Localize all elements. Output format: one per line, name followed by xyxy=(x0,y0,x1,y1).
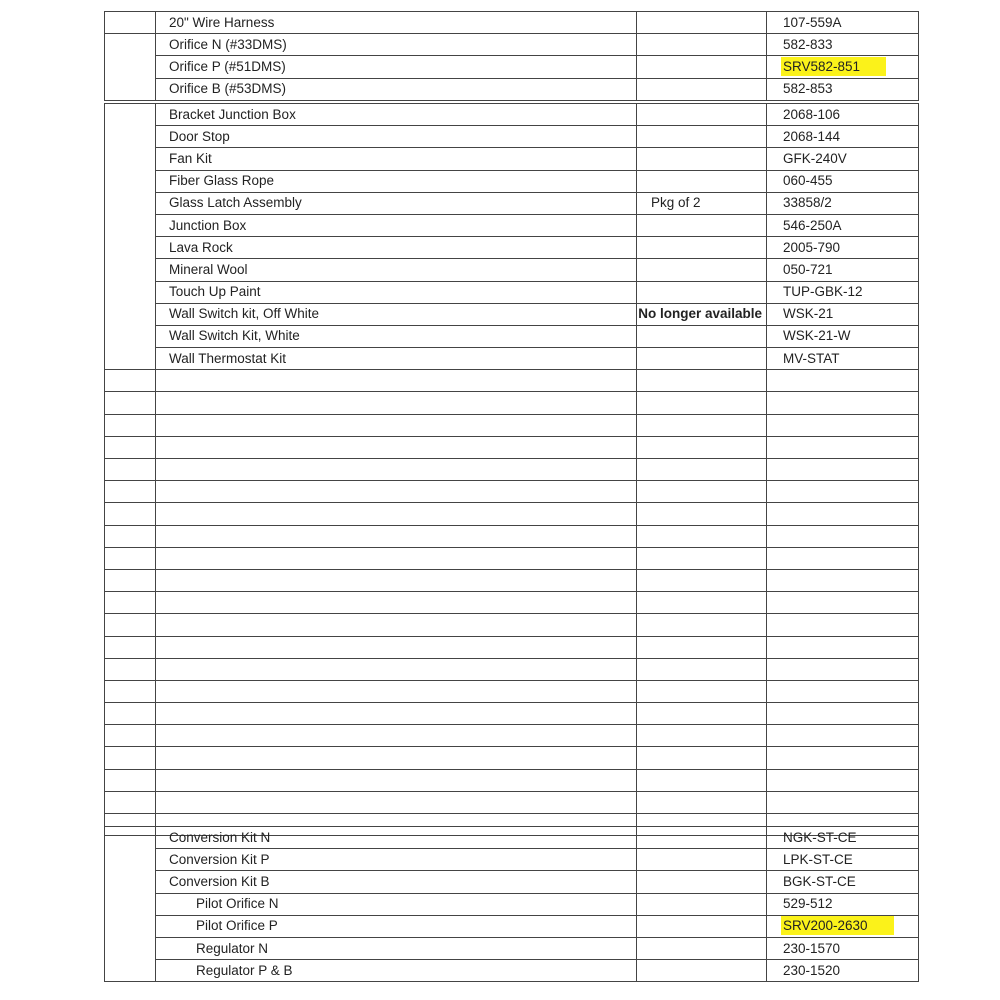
group-cell xyxy=(105,392,156,414)
table-row xyxy=(105,960,919,982)
empty-cell xyxy=(767,414,919,436)
empty-cell xyxy=(637,481,767,503)
group-cell xyxy=(105,658,156,680)
group-cell xyxy=(105,436,156,458)
empty-cell xyxy=(156,791,637,813)
part-number-cell: 582-853 xyxy=(767,78,919,100)
description-cell: Regulator P & B xyxy=(156,960,637,982)
highlighted-part-number: SRV582-851 xyxy=(781,57,886,76)
empty-row xyxy=(105,547,919,569)
group-cell xyxy=(105,192,156,214)
empty-cell xyxy=(156,503,637,525)
note-cell: Pkg of 2 xyxy=(637,192,767,214)
empty-cell xyxy=(767,547,919,569)
empty-cell xyxy=(637,747,767,769)
group-cell xyxy=(105,414,156,436)
empty-cell xyxy=(156,680,637,702)
group-cell xyxy=(105,680,156,702)
empty-cell xyxy=(767,725,919,747)
part-number-cell: NGK-ST-CE xyxy=(767,827,919,849)
group-cell xyxy=(105,614,156,636)
description-cell: Pilot Orifice N xyxy=(156,893,637,915)
group-cell xyxy=(105,259,156,281)
group-cell xyxy=(105,104,156,126)
empty-cell xyxy=(767,370,919,392)
orifice-group-table xyxy=(104,11,919,101)
empty-cell xyxy=(156,547,637,569)
group-cell xyxy=(105,525,156,547)
empty-row xyxy=(105,459,919,481)
description-cell: 20" Wire Harness xyxy=(156,12,637,34)
description-cell: Glass Latch Assembly xyxy=(156,192,637,214)
group-cell xyxy=(105,636,156,658)
note-cell xyxy=(637,126,767,148)
empty-row xyxy=(105,370,919,392)
part-number-cell: 529-512 xyxy=(767,893,919,915)
group-cell xyxy=(105,12,156,34)
empty-row xyxy=(105,703,919,725)
empty-cell xyxy=(767,592,919,614)
empty-cell xyxy=(767,481,919,503)
empty-cell xyxy=(767,658,919,680)
group-cell xyxy=(105,960,156,982)
empty-cell xyxy=(767,680,919,702)
table-row xyxy=(105,192,919,214)
group-cell xyxy=(105,303,156,325)
empty-cell xyxy=(156,725,637,747)
note-cell xyxy=(637,871,767,893)
empty-cell xyxy=(767,769,919,791)
group-cell xyxy=(105,871,156,893)
empty-row xyxy=(105,769,919,791)
group-cell xyxy=(105,791,156,813)
empty-cell xyxy=(156,370,637,392)
table-row xyxy=(105,148,919,170)
table-row xyxy=(105,849,919,871)
table-row xyxy=(105,126,919,148)
conversion-kit-table xyxy=(104,826,919,982)
group-cell xyxy=(105,915,156,937)
table-row xyxy=(105,170,919,192)
empty-cell xyxy=(767,791,919,813)
empty-row xyxy=(105,592,919,614)
empty-cell xyxy=(767,636,919,658)
group-cell xyxy=(105,459,156,481)
group-cell xyxy=(105,148,156,170)
empty-cell xyxy=(767,459,919,481)
part-number-cell-highlighted xyxy=(767,915,919,937)
group-cell xyxy=(105,281,156,303)
availability-note-cell: No longer available xyxy=(637,303,767,325)
note-cell xyxy=(637,12,767,34)
table-row xyxy=(105,325,919,347)
group-cell xyxy=(105,370,156,392)
description-cell: Wall Thermostat Kit xyxy=(156,348,637,370)
table-row xyxy=(105,78,919,100)
empty-cell xyxy=(637,392,767,414)
part-number-cell: 050-721 xyxy=(767,259,919,281)
empty-row xyxy=(105,614,919,636)
table-row xyxy=(105,303,919,325)
description-cell: Junction Box xyxy=(156,214,637,236)
empty-cell xyxy=(156,614,637,636)
note-cell xyxy=(637,348,767,370)
empty-cell xyxy=(767,614,919,636)
empty-cell xyxy=(767,503,919,525)
group-cell xyxy=(105,725,156,747)
empty-row xyxy=(105,680,919,702)
table-row xyxy=(105,56,919,78)
group-cell xyxy=(105,348,156,370)
group-cell xyxy=(105,503,156,525)
description-cell: Regulator N xyxy=(156,937,637,959)
empty-cell xyxy=(637,569,767,591)
group-cell xyxy=(105,569,156,591)
empty-cell xyxy=(637,703,767,725)
empty-row xyxy=(105,569,919,591)
empty-cell xyxy=(156,392,637,414)
empty-cell xyxy=(637,725,767,747)
description-cell: Conversion Kit B xyxy=(156,871,637,893)
group-cell xyxy=(105,747,156,769)
note-cell xyxy=(637,827,767,849)
empty-cell xyxy=(637,769,767,791)
empty-cell xyxy=(637,547,767,569)
empty-cell xyxy=(637,414,767,436)
table-row xyxy=(105,34,919,56)
note-cell xyxy=(637,259,767,281)
part-number-cell: 2068-106 xyxy=(767,104,919,126)
table-row xyxy=(105,915,919,937)
empty-cell xyxy=(156,525,637,547)
description-cell: Fan Kit xyxy=(156,148,637,170)
empty-row xyxy=(105,725,919,747)
group-cell xyxy=(105,827,156,849)
part-number-cell-highlighted xyxy=(767,56,919,78)
part-number-cell: LPK-ST-CE xyxy=(767,849,919,871)
empty-cell xyxy=(637,503,767,525)
note-cell xyxy=(637,960,767,982)
group-cell xyxy=(105,893,156,915)
group-cell xyxy=(105,937,156,959)
description-cell: Wall Switch kit, Off White xyxy=(156,303,637,325)
description-cell: Wall Switch Kit, White xyxy=(156,325,637,347)
note-cell xyxy=(637,214,767,236)
note-cell xyxy=(637,56,767,78)
part-number-cell: 546-250A xyxy=(767,214,919,236)
empty-cell xyxy=(767,747,919,769)
group-cell xyxy=(105,592,156,614)
part-number-cell: 2068-144 xyxy=(767,126,919,148)
empty-cell xyxy=(156,436,637,458)
empty-row xyxy=(105,791,919,813)
group-cell xyxy=(105,237,156,259)
empty-cell xyxy=(637,636,767,658)
description-cell: Touch Up Paint xyxy=(156,281,637,303)
empty-cell xyxy=(767,436,919,458)
note-cell xyxy=(637,915,767,937)
part-number-cell: 2005-790 xyxy=(767,237,919,259)
part-number-cell: MV-STAT xyxy=(767,348,919,370)
empty-row xyxy=(105,392,919,414)
empty-cell xyxy=(156,592,637,614)
table-row xyxy=(105,237,919,259)
group-cell xyxy=(105,481,156,503)
empty-cell xyxy=(637,459,767,481)
table-row xyxy=(105,893,919,915)
part-number-cell: WSK-21 xyxy=(767,303,919,325)
highlighted-part-number: SRV200-2630 xyxy=(781,916,894,935)
empty-cell xyxy=(637,436,767,458)
parts-list-table xyxy=(104,103,919,836)
group-cell xyxy=(105,34,156,56)
part-number-cell: 060-455 xyxy=(767,170,919,192)
description-cell: Lava Rock xyxy=(156,237,637,259)
empty-cell xyxy=(637,658,767,680)
description-cell: Orifice N (#33DMS) xyxy=(156,34,637,56)
part-number-cell: 107-559A xyxy=(767,12,919,34)
empty-cell xyxy=(156,569,637,591)
note-cell xyxy=(637,148,767,170)
description-cell: Bracket Junction Box xyxy=(156,104,637,126)
part-number-cell: 230-1570 xyxy=(767,937,919,959)
empty-cell xyxy=(767,703,919,725)
note-cell xyxy=(637,78,767,100)
part-number-cell: 230-1520 xyxy=(767,960,919,982)
group-cell xyxy=(105,703,156,725)
part-number-cell: 582-833 xyxy=(767,34,919,56)
note-cell xyxy=(637,104,767,126)
empty-cell xyxy=(637,525,767,547)
empty-cell xyxy=(156,769,637,791)
group-cell xyxy=(105,126,156,148)
group-cell xyxy=(105,849,156,871)
description-cell: Conversion Kit N xyxy=(156,827,637,849)
empty-cell xyxy=(637,370,767,392)
part-number-cell: 33858/2 xyxy=(767,192,919,214)
description-cell: Fiber Glass Rope xyxy=(156,170,637,192)
empty-cell xyxy=(767,569,919,591)
empty-cell xyxy=(156,414,637,436)
description-cell: Pilot Orifice P xyxy=(156,915,637,937)
description-cell: Conversion Kit P xyxy=(156,849,637,871)
part-number-cell: GFK-240V xyxy=(767,148,919,170)
empty-cell xyxy=(637,680,767,702)
group-cell xyxy=(105,547,156,569)
empty-cell xyxy=(637,592,767,614)
part-number-cell: TUP-GBK-12 xyxy=(767,281,919,303)
empty-cell xyxy=(637,614,767,636)
empty-cell xyxy=(767,525,919,547)
note-cell xyxy=(637,893,767,915)
description-cell: Orifice B (#53DMS) xyxy=(156,78,637,100)
empty-cell xyxy=(156,747,637,769)
description-cell: Mineral Wool xyxy=(156,259,637,281)
empty-row xyxy=(105,525,919,547)
empty-cell xyxy=(156,481,637,503)
empty-row xyxy=(105,636,919,658)
note-cell xyxy=(637,281,767,303)
description-cell: Orifice P (#51DMS) xyxy=(156,56,637,78)
part-number-cell: BGK-ST-CE xyxy=(767,871,919,893)
table-row xyxy=(105,104,919,126)
description-cell: Door Stop xyxy=(156,126,637,148)
empty-cell xyxy=(156,703,637,725)
group-cell xyxy=(105,214,156,236)
part-number-cell: WSK-21-W xyxy=(767,325,919,347)
note-cell xyxy=(637,237,767,259)
group-cell xyxy=(105,170,156,192)
table-row xyxy=(105,12,919,34)
group-cell xyxy=(105,56,156,78)
empty-row xyxy=(105,414,919,436)
empty-cell xyxy=(637,791,767,813)
empty-row xyxy=(105,503,919,525)
table-row xyxy=(105,937,919,959)
table-row xyxy=(105,827,919,849)
note-cell xyxy=(637,170,767,192)
empty-cell xyxy=(767,392,919,414)
group-cell xyxy=(105,78,156,100)
table-row xyxy=(105,281,919,303)
table-row xyxy=(105,348,919,370)
empty-row xyxy=(105,658,919,680)
empty-cell xyxy=(156,658,637,680)
note-cell xyxy=(637,34,767,56)
table-row xyxy=(105,259,919,281)
table-row xyxy=(105,214,919,236)
note-cell xyxy=(637,937,767,959)
empty-row xyxy=(105,481,919,503)
group-cell xyxy=(105,325,156,347)
empty-row xyxy=(105,436,919,458)
empty-row xyxy=(105,747,919,769)
note-cell xyxy=(637,325,767,347)
empty-cell xyxy=(156,636,637,658)
table-row xyxy=(105,871,919,893)
group-cell xyxy=(105,769,156,791)
note-cell xyxy=(637,849,767,871)
empty-cell xyxy=(156,459,637,481)
